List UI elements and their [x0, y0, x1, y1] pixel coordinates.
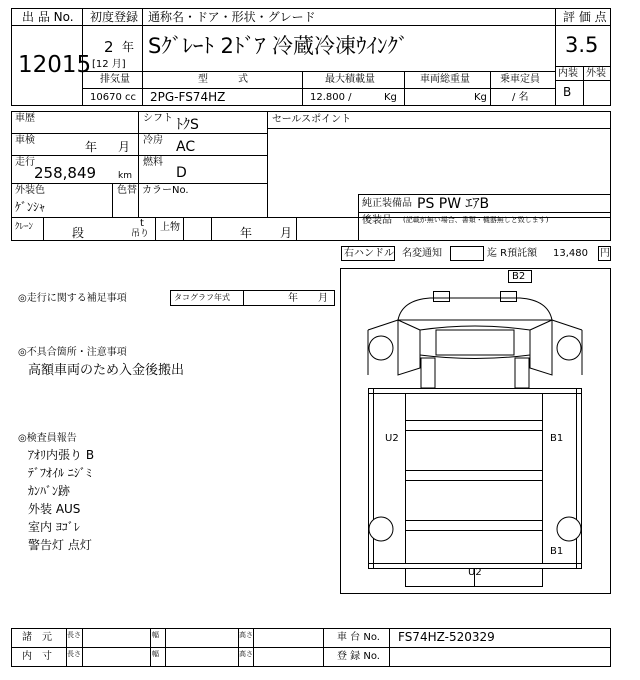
interior-grade-value: B — [563, 85, 572, 99]
width-label: 幅 — [152, 631, 159, 639]
inspector-line: ｶﾝﾊﾞﾝ跡 — [28, 484, 71, 498]
tachograph-month-unit: 月 — [318, 293, 328, 304]
grade-value: 3.5 — [565, 33, 599, 57]
chassis-no-label: 車 台 No. — [337, 632, 380, 643]
right-handle-label: 右ハンドル — [344, 248, 394, 259]
interior-grade-label: 内装 — [558, 68, 578, 79]
inspector-line: 室内 ﾖｺﾞﾚ — [28, 520, 80, 534]
fuel-value: D — [176, 165, 187, 181]
gross-weight-unit: Kg — [474, 92, 487, 103]
gross-weight-label: 車両総重量 — [420, 74, 470, 85]
dimensions-label: 諸 元 — [22, 632, 52, 643]
ac-label: 冷房 — [143, 135, 163, 146]
crane-hang-unit: 吊り — [131, 229, 150, 239]
name-change-label: 名変通知 — [402, 248, 442, 259]
damage-mark: B1 — [550, 433, 564, 444]
damage-mark: B1 — [550, 546, 564, 557]
displacement-value: 10670 cc — [90, 92, 136, 103]
crane-ton-unit: t — [140, 218, 144, 229]
shift-label: シフト — [143, 113, 173, 124]
recycle-deposit-label: 迄 R預託額 — [487, 248, 538, 259]
yen-unit: 円 — [600, 248, 610, 259]
inspector-line: 外装 AUS — [28, 502, 81, 516]
supplement-label: ◎走行に関する補足事項 — [18, 293, 127, 304]
capacity-value: / 名 — [512, 92, 529, 103]
registration-month: [12 月] — [92, 59, 126, 70]
max-load-label: 最大積載量 — [325, 74, 375, 85]
mileage-label: 走行 — [15, 157, 35, 168]
equipment-value: PS PW ｴｱB — [417, 196, 490, 212]
chassis-no-value: FS74HZ-520329 — [398, 630, 495, 644]
inspector-line: ｱｵﾘ内張り B — [28, 448, 95, 462]
interior-length-label: 長さ — [67, 650, 81, 658]
upper-label: 上物 — [160, 222, 180, 233]
registration-year-unit: 年 — [122, 40, 135, 54]
aftermarket-label: 後装品 — [362, 215, 392, 226]
fuel-label: 燃料 — [143, 157, 163, 168]
inspection-label: 車検 — [15, 135, 35, 146]
tachograph-year-unit: 年 — [288, 293, 298, 304]
max-load-unit: Kg — [384, 92, 397, 103]
first-registration-label: 初度登録 — [90, 10, 139, 24]
inspector-line: ﾃﾞﾌｵｲﾙ ﾆｼﾞﾐ — [28, 466, 92, 480]
inspector-report-label: ◎検査員報告 — [18, 433, 77, 444]
damage-mark: U2 — [385, 433, 399, 444]
recycle-deposit-value: 13,480 — [553, 248, 588, 259]
defects-label: ◎不具合箇所・注意事項 — [18, 347, 127, 358]
crane-stage-unit: 段 — [72, 226, 85, 240]
interior-dims-label: 内 寸 — [22, 651, 52, 662]
height-label: 高さ — [239, 631, 253, 639]
capacity-label: 乗車定員 — [500, 74, 540, 85]
exterior-color-value: ｹﾞﾝｼｬ — [15, 200, 46, 214]
sales-point-label: セールスポイント — [272, 114, 352, 125]
interior-height-label: 高さ — [239, 650, 253, 658]
mileage-unit: km — [118, 171, 132, 181]
inspector-line: 警告灯 点灯 — [28, 538, 92, 552]
model-code: 2PG-FS74HZ — [150, 90, 226, 104]
lot-no-label: 出 品 No. — [22, 10, 74, 24]
upper-year-unit: 年 — [240, 226, 253, 240]
registration-year: 2 — [104, 38, 114, 56]
damage-mark: U2 — [468, 567, 482, 578]
upper-month-unit: 月 — [280, 226, 293, 240]
ac-value: AC — [176, 139, 196, 155]
inspection-month-unit: 月 — [118, 140, 131, 154]
tachograph-label: タコグラフ年式 — [174, 293, 230, 302]
color-change-label: 色替 — [117, 185, 137, 196]
shift-value: ﾄｸS — [176, 117, 199, 133]
lot-no: 12015 — [18, 52, 92, 78]
grade-label: 評 価 点 — [563, 10, 607, 24]
exterior-color-label: 外装色 — [15, 185, 45, 196]
damage-mark: B2 — [512, 271, 526, 282]
inspection-year-unit: 年 — [85, 140, 98, 154]
max-load-value: 12.800 / — [310, 92, 352, 103]
vehicle-name-label: 通称名・ドア・形状・グレード — [148, 10, 316, 24]
crane-label: ｸﾚｰﾝ — [15, 222, 34, 232]
color-no-label: カラーNo. — [142, 185, 189, 196]
interior-width-label: 幅 — [152, 650, 159, 658]
mileage-value: 258,849 — [34, 164, 97, 182]
aftermarket-note: (記載が無い場合、書類・機器無しと致します) — [403, 216, 549, 224]
defects-text: 高額車両のため入金後搬出 — [28, 363, 185, 378]
truck-diagram — [368, 271, 582, 588]
exterior-grade-label: 外装 — [586, 68, 606, 79]
model-label: 型 式 — [198, 74, 248, 85]
vehicle-name: Sｸﾞﾚｰﾄ 2ﾄﾞｱ 冷蔵冷凍ｳｲﾝｸﾞ — [148, 34, 409, 58]
displacement-label: 排気量 — [100, 74, 130, 85]
registration-no-label: 登 録 No. — [337, 651, 380, 662]
history-label: 車歴 — [15, 113, 35, 124]
length-label: 長さ — [67, 631, 81, 639]
equipment-label: 純正装備品 — [362, 198, 412, 209]
